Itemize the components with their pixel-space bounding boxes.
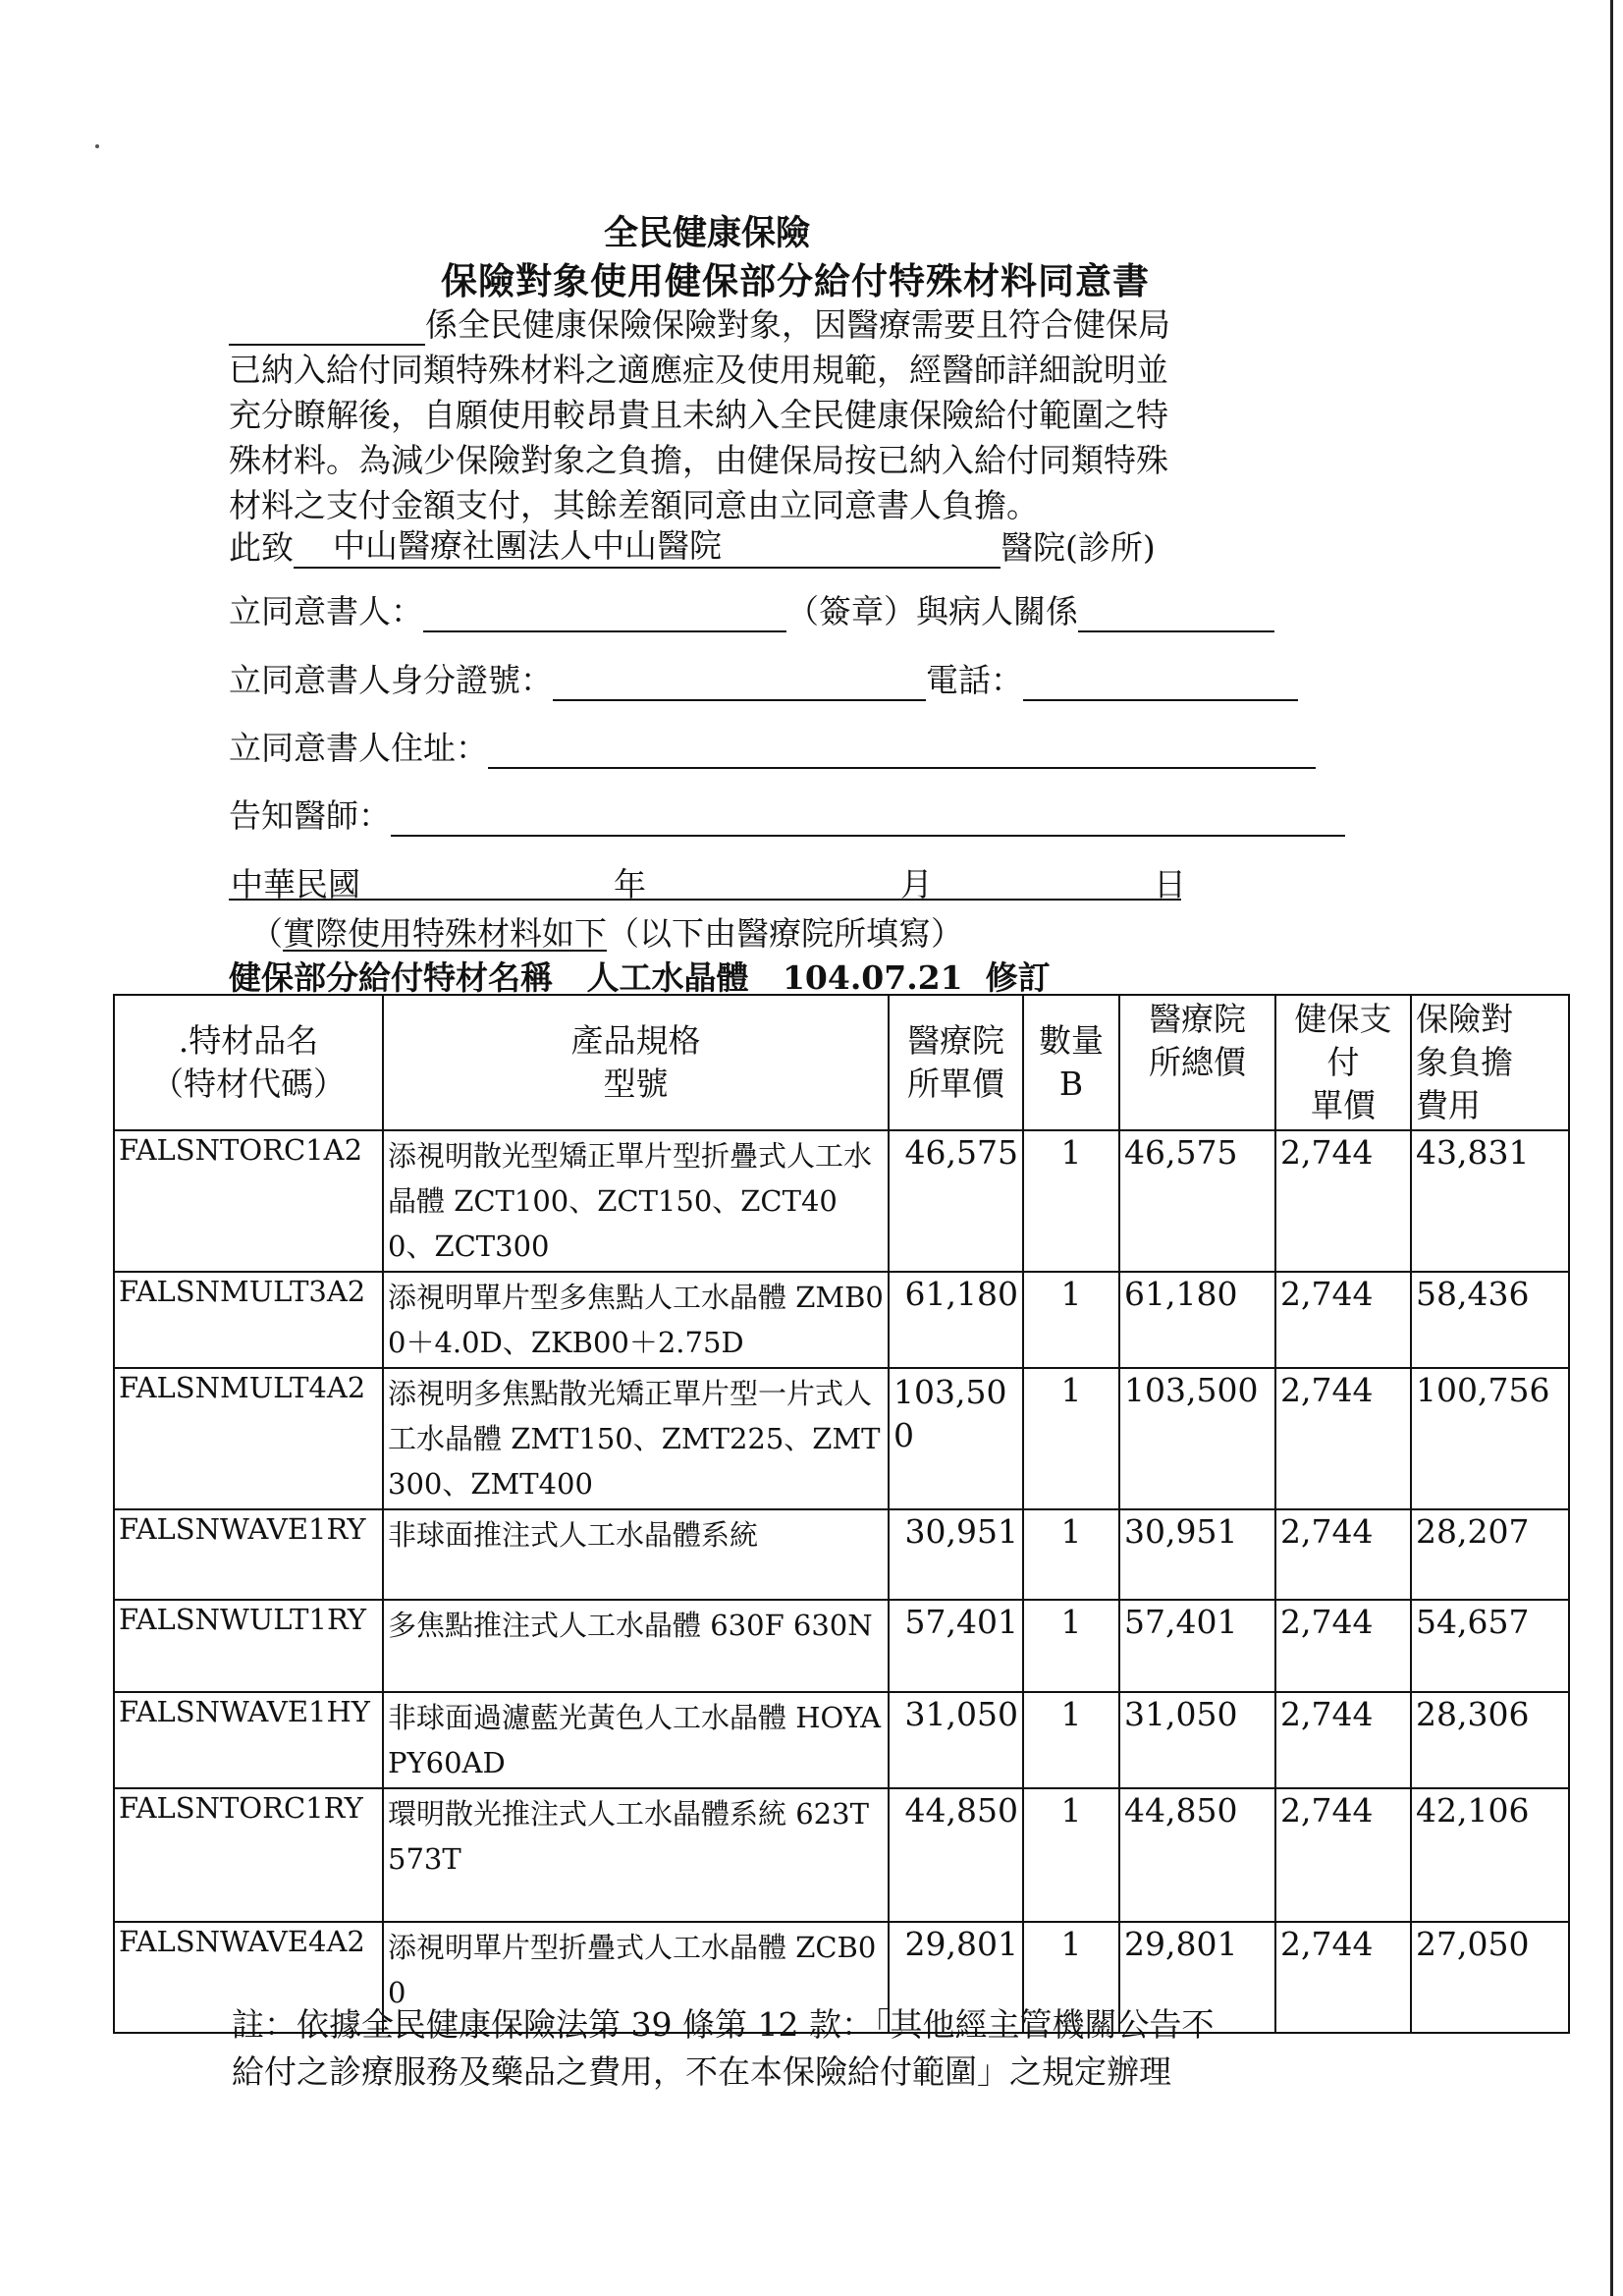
- relationship-blank[interactable]: [1078, 597, 1274, 632]
- row-total: 46,575: [1119, 1130, 1275, 1272]
- row-nhi-price: 2,744: [1275, 1788, 1411, 1922]
- row-patient-cost: 28,207: [1411, 1509, 1569, 1600]
- row-nhi-price: 2,744: [1275, 1272, 1411, 1368]
- doctor-line: 告知醫師：: [229, 791, 1345, 837]
- intro-line-2: 已納入給付同類特殊材料之適應症及使用規範，經醫師詳細說明並: [229, 351, 1168, 389]
- row-unit-price: 31,050: [889, 1692, 1023, 1788]
- address-blank[interactable]: [488, 734, 1316, 769]
- row-nhi-price: 2,744: [1275, 1509, 1411, 1600]
- intro-line-5: 材料之支付金額支付，其餘差額同意由立同意書人負擔。: [229, 486, 1039, 524]
- row-total: 29,801: [1119, 1922, 1275, 2033]
- row-unit-price: 103,500: [889, 1368, 1023, 1509]
- insured-name-blank[interactable]: [229, 310, 425, 346]
- row-code: FALSNTORC1A2: [114, 1130, 383, 1272]
- row-total: 103,500: [1119, 1368, 1275, 1509]
- row-code: FALSNMULT4A2: [114, 1368, 383, 1509]
- row-total: 44,850: [1119, 1788, 1275, 1922]
- col-header-nhi-price: 健保支 付 單價: [1275, 995, 1411, 1130]
- signer-name-blank[interactable]: [423, 597, 786, 632]
- intro-line-1: 係全民健康保險保險對象，因醫療需要且符合健保局: [229, 300, 1170, 346]
- row-unit-price: 61,180: [889, 1272, 1023, 1368]
- row-patient-cost: 54,657: [1411, 1600, 1569, 1692]
- row-spec: 添視明單片型折疊式人工水晶體 ZCB00: [383, 1922, 889, 2033]
- row-spec: 添視明多焦點散光矯正單片型一片式人工水晶體 ZMT150、ZMT225、ZMT300、ZMT400: [383, 1368, 889, 1509]
- row-qty: 1: [1023, 1272, 1119, 1368]
- row-patient-cost: 28,306: [1411, 1692, 1569, 1788]
- row-qty: 1: [1023, 1130, 1119, 1272]
- date-line: 中華民國 年 月 日: [229, 859, 1181, 901]
- row-qty: 1: [1023, 1509, 1119, 1600]
- note-line-1: 註：依據全民健康保險法第 39 條第 12 款：「其他經主管機關公告不: [232, 2005, 1215, 2044]
- id-phone-line: 立同意書人身分證號： 電話：: [229, 655, 1298, 701]
- col-header-unit-price: 醫療院 所單價: [889, 995, 1023, 1130]
- table-row: [114, 1130, 1569, 1272]
- row-code: FALSNWAVE4A2: [114, 1922, 383, 2033]
- row-spec: 非球面推注式人工水晶體系統: [383, 1509, 889, 1600]
- row-qty: 1: [1023, 1600, 1119, 1692]
- row-unit-price: 30,951: [889, 1509, 1023, 1600]
- id-number-blank[interactable]: [553, 666, 926, 701]
- legal-note: [232, 2001, 1380, 2096]
- table-row: [114, 1692, 1569, 1788]
- row-unit-price: 46,575: [889, 1130, 1023, 1272]
- row-qty: 1: [1023, 1788, 1119, 1922]
- row-code: FALSNWULT1RY: [114, 1600, 383, 1692]
- signer-line: 立同意書人： （簽章）與病人關係: [229, 586, 1274, 632]
- row-spec: 添視明散光型矯正單片型折疊式人工水晶體 ZCT100、ZCT150、ZCT400、ZCT300: [383, 1130, 889, 1272]
- col-header-name: .特材品名 （特材代碼）: [114, 995, 383, 1130]
- row-total: 57,401: [1119, 1600, 1275, 1692]
- table-row: [114, 1509, 1569, 1600]
- intro-line-3: 充分瞭解後，自願使用較昂貴且未納入全民健康保險給付範圍之特: [229, 396, 1168, 434]
- row-nhi-price: 2,744: [1275, 1692, 1411, 1788]
- row-qty: 1: [1023, 1368, 1119, 1509]
- row-nhi-price: 2,744: [1275, 1922, 1411, 2033]
- row-spec: 多焦點推注式人工水晶體 630F 630N: [383, 1600, 889, 1692]
- table-row: [114, 1788, 1569, 1922]
- document-title-line2: 保險對象使用健保部分給付特殊材料同意書: [441, 259, 1150, 302]
- material-name-line: 健保部分給付特材名稱 人工水晶體 104.07.21 修訂: [229, 958, 1051, 997]
- materials-intro: （實際使用特殊材料如下（以下由醫療院所填寫）: [250, 914, 963, 953]
- note-line-2: 給付之診療服務及藥品之費用，不在本保險給付範圍」之規定辦理: [232, 2052, 1171, 2091]
- row-total: 30,951: [1119, 1509, 1275, 1600]
- special-materials-table: [113, 994, 1570, 2034]
- row-qty: 1: [1023, 1922, 1119, 2033]
- table-header-row: [114, 995, 1569, 1130]
- document-title-line1: 全民健康保險: [603, 213, 810, 253]
- row-code: FALSNWAVE1HY: [114, 1692, 383, 1788]
- doctor-blank[interactable]: [391, 801, 1345, 837]
- address-line: 立同意書人住址：: [229, 723, 1316, 769]
- row-code: FALSNWAVE1RY: [114, 1509, 383, 1600]
- table-row: [114, 1272, 1569, 1368]
- table-row: [114, 1600, 1569, 1692]
- col-header-spec: 產品規格 型號: [383, 995, 889, 1130]
- row-code: FALSNMULT3A2: [114, 1272, 383, 1368]
- row-patient-cost: 43,831: [1411, 1130, 1569, 1272]
- scan-speck: [95, 144, 99, 148]
- row-patient-cost: 42,106: [1411, 1788, 1569, 1922]
- row-unit-price: 44,850: [889, 1788, 1023, 1922]
- row-total: 31,050: [1119, 1692, 1275, 1788]
- scan-page-edge: [1610, 0, 1613, 2296]
- row-unit-price: 57,401: [889, 1600, 1023, 1692]
- row-total: 61,180: [1119, 1272, 1275, 1368]
- col-header-qty: 數量 B: [1023, 995, 1119, 1130]
- row-patient-cost: 58,436: [1411, 1272, 1569, 1368]
- row-code: FALSNTORC1RY: [114, 1788, 383, 1922]
- col-header-total: 醫療院 所總價: [1119, 995, 1275, 1130]
- row-nhi-price: 2,744: [1275, 1130, 1411, 1272]
- row-spec: 非球面過濾藍光黃色人工水晶體 HOYA PY60AD: [383, 1692, 889, 1788]
- row-spec: 環明散光推注式人工水晶體系統 623T 573T: [383, 1788, 889, 1922]
- row-spec: 添視明單片型多焦點人工水晶體 ZMB00＋4.0D、ZKB00＋2.75D: [383, 1272, 889, 1368]
- phone-blank[interactable]: [1023, 666, 1298, 701]
- col-header-patient-cost: 保險對 象負擔 費用: [1411, 995, 1569, 1130]
- row-patient-cost: 27,050: [1411, 1922, 1569, 2033]
- recipient-line: 此致 中山醫療社團法人中山醫院 醫院(診所): [229, 520, 1156, 569]
- row-patient-cost: 100,756: [1411, 1368, 1569, 1509]
- row-nhi-price: 2,744: [1275, 1600, 1411, 1692]
- row-unit-price: 29,801: [889, 1922, 1023, 2033]
- hospital-name: 中山醫療社團法人中山醫院: [294, 520, 1001, 569]
- table-row: [114, 1368, 1569, 1509]
- row-qty: 1: [1023, 1692, 1119, 1788]
- intro-line-4: 殊材料。為減少保險對象之負擔，由健保局按已納入給付同類特殊: [229, 441, 1168, 479]
- row-nhi-price: 2,744: [1275, 1368, 1411, 1509]
